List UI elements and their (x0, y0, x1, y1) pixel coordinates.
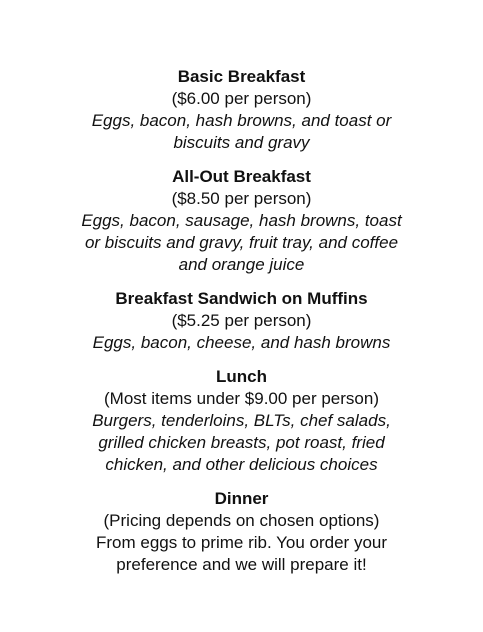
description-line: or biscuits and gravy, fruit tray, and coffee (84, 233, 399, 252)
section-description (0, 532, 483, 576)
section-description (0, 110, 483, 154)
description-line: From eggs to prime rib. You order your (95, 533, 388, 552)
menu-section-breakfast-sandwich (0, 288, 483, 354)
menu-section-basic-breakfast (0, 66, 483, 154)
description-line: Eggs, bacon, hash browns, and toast or (91, 111, 392, 130)
section-price: ($6.00 per person) (171, 89, 312, 108)
menu-section-lunch (0, 366, 483, 476)
section-title: Basic Breakfast (177, 67, 306, 86)
section-price: ($5.25 per person) (171, 311, 312, 330)
menu (0, 66, 483, 588)
menu-section-all-out-breakfast (0, 166, 483, 276)
description-line: Eggs, bacon, sausage, hash browns, toast (81, 211, 402, 230)
section-price: (Most items under $9.00 per person) (104, 389, 379, 408)
section-price: ($8.50 per person) (171, 189, 312, 208)
section-title: All-Out Breakfast (172, 167, 311, 186)
description-line: Burgers, tenderloins, BLTs, chef salads, (92, 411, 391, 430)
description-line: grilled chicken breasts, pot roast, fried (98, 433, 385, 452)
section-title: Breakfast Sandwich on Muffins (115, 289, 368, 308)
description-line: biscuits and gravy (173, 133, 310, 152)
section-description (0, 210, 483, 276)
description-line: and orange juice (178, 255, 305, 274)
section-title: Lunch (216, 367, 267, 386)
section-price: (Pricing depends on chosen options) (103, 511, 380, 530)
section-description (0, 332, 483, 354)
description-line: chicken, and other delicious choices (105, 455, 378, 474)
description-line: Eggs, bacon, cheese, and hash browns (92, 333, 391, 352)
section-description (0, 410, 483, 476)
description-line: preference and we will prepare it! (116, 555, 367, 574)
menu-section-dinner (0, 488, 483, 576)
section-title: Dinner (214, 489, 269, 508)
